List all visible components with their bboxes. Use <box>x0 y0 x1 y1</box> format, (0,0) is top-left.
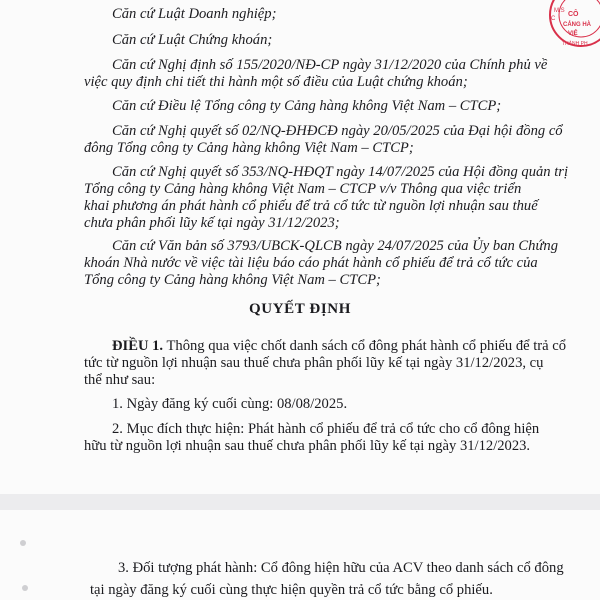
text-line: tức từ nguồn lợi nhuận sau thuế chưa phân phối lũy kế tại ngày 31/12/2023, cụ <box>84 355 544 371</box>
article-1-label: ĐIỀU 1. <box>112 338 164 354</box>
decision-title: QUYẾT ĐỊNH <box>249 301 351 317</box>
text-line: Tổng công ty Cảng hàng không Việt Nam – CTCP v/v Thông qua việc triển <box>84 181 522 197</box>
text-line: 3. Đối tượng phát hành: Cổ đông hiện hữu của ACV theo danh sách cổ đông <box>118 560 564 576</box>
article-1-line <box>112 338 566 355</box>
seal-text: M.S <box>554 8 565 14</box>
text-line: Căn cứ Luật Chứng khoán; <box>112 32 273 48</box>
text-line: Căn cứ Nghị định số 155/2020/NĐ-CP ngày 31/12/2020 của Chính phủ về <box>112 57 548 73</box>
company-seal-stamp <box>548 0 600 48</box>
seal-text: CÔ <box>568 11 579 18</box>
seal-text: C <box>551 16 556 22</box>
text-line: Căn cứ Nghị quyết số 02/NQ-ĐHĐCĐ ngày 20/05/2025 của Đại hội đồng cổ <box>112 123 563 139</box>
text-line: Căn cứ Nghị quyết số 353/NQ-HĐQT ngày 14/07/2025 của Hội đồng quản trị <box>112 164 569 180</box>
seal-text: THÀNH PH <box>562 41 588 47</box>
text-line: việc quy định chi tiết thi hành một số điều của Luật chứng khoán; <box>84 74 468 90</box>
text-line: Căn cứ Văn bản số 3793/UBCK-QLCB ngày 24/07/2025 của Ủy ban Chứng <box>112 238 559 254</box>
text-line: tại ngày đăng ký cuối cùng thực hiện quyền trả cổ tức bằng cổ phiếu. <box>90 582 493 598</box>
text-line: thể như sau: <box>84 372 156 388</box>
text-line: khoán Nhà nước về việc tài liệu báo cáo phát hành cổ phiếu để trả cổ tức của <box>84 255 538 271</box>
text-line: đông Tổng công ty Cảng hàng không Việt Nam – CTCP; <box>84 140 414 156</box>
text-line: chưa phân phối lũy kế tại ngày 31/12/2023; <box>84 215 340 231</box>
item-record-date: 1. Ngày đăng ký cuối cùng: 08/08/2025. <box>112 396 348 412</box>
scan-speck <box>20 540 26 546</box>
text-line: Căn cứ Luật Doanh nghiệp; <box>112 6 277 22</box>
article-1-text: Thông qua việc chốt danh sách cổ đông phát hành cổ phiếu để trả cổ <box>163 338 567 354</box>
text-line: 2. Mục đích thực hiện: Phát hành cổ phiếu để trả cổ tức cho cổ đông hiện <box>112 421 540 437</box>
text-line: hữu từ nguồn lợi nhuận sau thuế chưa phân phối lũy kế tại ngày 31/12/2023. <box>84 438 531 454</box>
seal-text: CẢNG HÀ <box>563 22 591 28</box>
text-line: Căn cứ Điều lệ Tổng công ty Cảng hàng không Việt Nam – CTCP; <box>112 98 502 114</box>
document-page-2 <box>0 510 600 600</box>
text-line: khai phương án phát hành cổ phiếu để trả cổ tức từ nguồn lợi nhuận sau thuế <box>84 198 538 214</box>
scan-speck <box>22 585 28 591</box>
text-line: Tổng công ty Cảng hàng không Việt Nam – CTCP; <box>84 272 381 288</box>
seal-text: VIỆ <box>568 31 578 37</box>
page-separator <box>0 494 600 510</box>
